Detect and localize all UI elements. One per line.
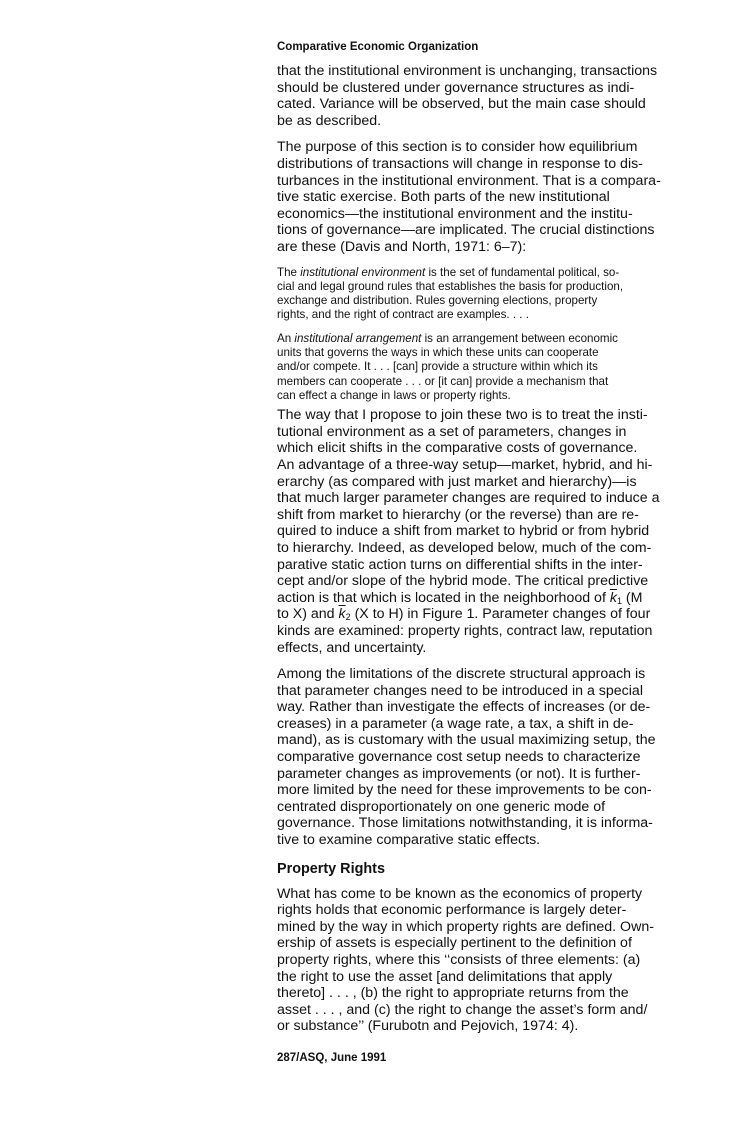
section-heading-property-rights: Property Rights [277, 860, 385, 877]
quote-2-text: is an arrangement between economic units that governs the ways in which these units can cooperate and/or compete. It . . . [can] provide a structure within which its members can cooperate . . . or [it can] provide a mechanism that can effect a change in laws or property rights. [277, 331, 618, 402]
page-footer: 287/ASQ, June 1991 [277, 1051, 387, 1064]
paragraph-3 [277, 407, 701, 656]
block-quote-1 [277, 266, 701, 323]
paragraph-1: that the institutional environment is unchanging, transactions should be clustered under governance structures as indi- cated. Variance will be observed, but the main case should be as described. [277, 63, 658, 129]
paragraph-3-part-a: The way that I propose to join these two is to treat the insti- tutional environment as a set of parameters, changes in which elicit shifts in the comparative costs of governance. An advantage of a three-way setup—market, hybrid, and hi- erarchy (as compared with just market and hierarchy)—is that much larger parameter changes are required to induce a shift from market to hierarchy (or the reverse) than are re- quired to induce a shift from market to hybrid or from hybrid to hierarchy. Indeed, as developed below, much of the com- parative static action turns on differential shifts in the inter- cept and/or slope of the hybrid mode. The critical predictive action is that which is located in the neighborhood of [277, 407, 660, 606]
paragraph-4: Among the limitations of the discrete structural approach is that parameter changes need to be introduced in a special way. Rather than investigate the effects of increases (or de- creases) in a parameter (a wage rate, a tax, a shift in de- mand), as is customary with the usual maximizing setup, the comparative governance cost setup needs to characterize parameter changes as improvements (or not). It is further- more limited by the need for these improvements to be con- centrated disproportionately on one generic mode of governance. Those limitations notwithstanding, it is informa- tive to examine comparative static effects. [277, 666, 656, 849]
quote-1-term: institutional environment [300, 265, 426, 279]
paragraph-3-part-c: (X to H) in Figure 1. Parameter changes of four kinds are examined: property rights, contract law, reputation effects, and uncertainty. [277, 606, 653, 656]
paragraph-2: The purpose of this section is to consider how equilibrium distributions of transactions will change in response to dis- turbances in the institutional environment. That is a compara- tive static exercise. Both parts of the new institutional economics—the institutional environment and the institu- tions of governance—are implicated. The crucial distinctions are these (Davis and North, 1971: 6–7): [277, 139, 661, 255]
k2-symbol: $\overline{k}$ [338, 606, 346, 623]
page [277, 40, 701, 1065]
running-head: Comparative Economic Organization [277, 41, 479, 53]
quote-2-lead: An [277, 331, 295, 345]
k1-symbol: $\overline{k}$ [609, 589, 617, 606]
paragraph-5: What has come to be known as the economics of property rights holds that economic performance is largely deter- mined by the way in which property rights are defined. Own- ership of assets is especially pertinent to the definition of property rights, where this ‘‘consists of three elements: (a) the right to use the asset [and delimitations that apply thereto] . . . , (b) the right to appropriate returns from the asset . . . , and (c) the right to change the asset’s form and/ or substance’’ (Furubotn and Pejovich, 1974: 4). [277, 885, 654, 1035]
k2-subscript: 2 [345, 612, 351, 623]
k1-subscript: 1 [616, 595, 622, 606]
paragraph-3-part-b: (M to X) and [277, 589, 643, 623]
quote-2-term: institutional arrangement [294, 331, 422, 345]
quote-1-text: is the set of fundamental political, so- cial and legal ground rules that establishes the basis for production, exchange and distribution. Rules governing elections, property rights, and the right of contract are examples. . . . [277, 265, 624, 322]
quote-1-lead: The [277, 265, 301, 279]
block-quote-2 [277, 332, 701, 403]
